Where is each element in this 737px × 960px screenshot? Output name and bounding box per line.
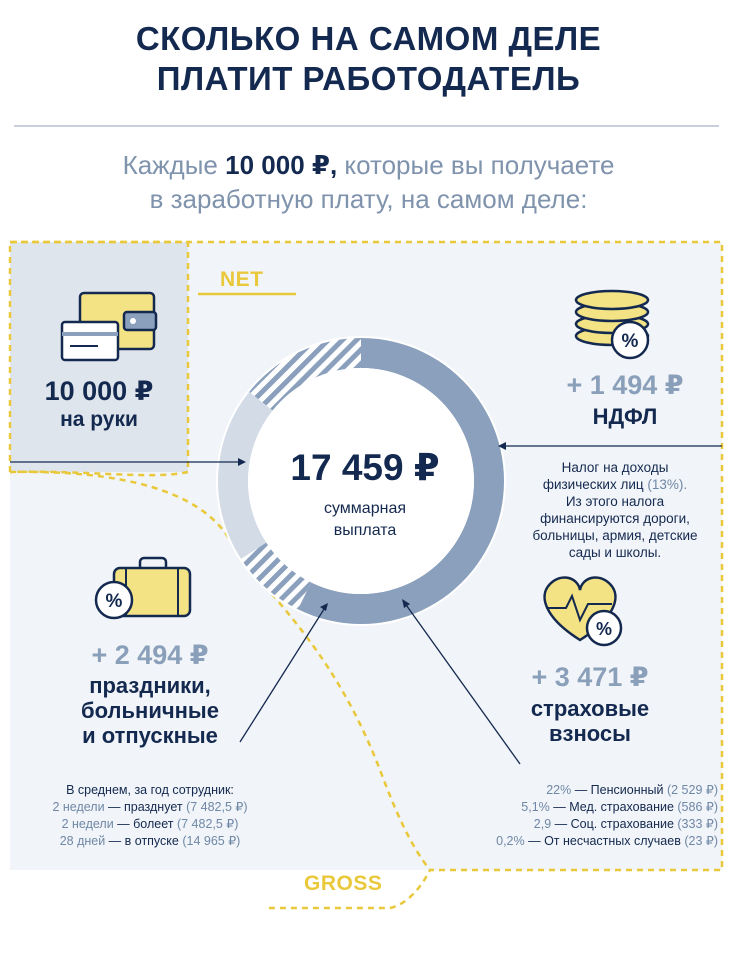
list-item (440, 833, 718, 850)
list-item-value: (7 482,5 ₽) (176, 817, 239, 831)
title-bold: НА САМОМ ДЕЛЕ (310, 20, 602, 57)
holidays-title-line: и отпускные (82, 723, 218, 748)
list-item-text: — болеет (113, 817, 177, 831)
list-item (12, 799, 288, 816)
suitcase-icon (96, 558, 190, 618)
svg-text:%: % (595, 619, 613, 639)
ndfl-note-line: сады и школы. (568, 545, 662, 560)
holidays-amount: + 2 494 ₽ (91, 640, 209, 670)
page-title-line-2: ПЛАТИТ РАБОТОДАТЕЛЬ (156, 60, 581, 97)
list-item-value: (2 529 ₽) (666, 783, 718, 797)
ndfl-note (515, 459, 715, 561)
total-caption-line-2: выплата (333, 522, 397, 539)
insurance-amount: + 3 471 ₽ (531, 662, 649, 692)
net-amount: 10 000 ₽ (44, 376, 154, 406)
wallet-icon (62, 293, 156, 360)
list-item-key: 5,1% (521, 800, 550, 814)
svg-text:%: % (621, 331, 639, 352)
list-item-text: — Соц. страхование (551, 817, 678, 831)
ndfl-rate: (13%). (647, 477, 688, 492)
holidays-title-line: праздники, (89, 673, 211, 698)
subtitle-line-2: в заработную плату, на самом деле: (149, 184, 588, 214)
ndfl-note-line: Из этого налога (565, 494, 665, 509)
list-item-value: (7 482,5 ₽) (186, 800, 248, 814)
list-item-text: — От несчастных случаев (524, 834, 685, 848)
list-item-value: (586 ₽) (677, 800, 718, 814)
insurance-title (480, 696, 700, 746)
insurance-breakdown (440, 782, 718, 850)
coins-icon (576, 291, 648, 358)
holidays-breakdown (12, 782, 288, 850)
list-item-text: — празднует (104, 800, 187, 814)
list-item-key: 22% (546, 783, 572, 797)
list-item-value: (23 ₽) (684, 834, 718, 848)
subtitle-after: которые вы получаете (344, 150, 615, 180)
list-item-key: 2 недели (52, 800, 105, 814)
ndfl-note-line: финансируются дороги, (540, 511, 690, 526)
ndfl-note-line (515, 476, 715, 493)
heart-pulse-icon (545, 577, 621, 645)
list-item-key: 0,2% (496, 834, 525, 848)
list-item (440, 799, 718, 816)
list-item-value: (14 965 ₽) (182, 834, 241, 848)
holidays-title (30, 673, 270, 748)
gross-label: GROSS (304, 872, 383, 895)
list-item-key: 2,9 (533, 817, 552, 831)
ndfl-amount: + 1 494 ₽ (566, 370, 684, 400)
holidays-title-line: больничные (81, 698, 219, 723)
list-item-text: — Мед. страхование (549, 800, 678, 814)
total-caption-line-1: суммарная (323, 500, 406, 517)
total-caption (250, 498, 480, 542)
list-item-key: 28 дней (59, 834, 106, 848)
list-item (12, 833, 288, 850)
total-amount: 17 459 ₽ (290, 447, 440, 488)
list-item (440, 782, 718, 799)
list-item-text: — Пенсионный (571, 783, 667, 797)
list-item-text: — в отпуске (105, 834, 183, 848)
ndfl-note-line: Налог на доходы (561, 460, 669, 475)
list-item-key: 2 недели (61, 817, 114, 831)
net-label: NET (220, 268, 264, 291)
list-item (440, 816, 718, 833)
insurance-title-line: страховые (530, 696, 650, 721)
insurance-title-line: взносы (549, 721, 631, 746)
list-item (12, 816, 288, 833)
ndfl-note-line: больницы, армия, детские (532, 528, 698, 543)
title-regular: СКОЛЬКО (135, 20, 301, 57)
svg-text:%: % (105, 591, 123, 612)
ndfl-title: НДФЛ (592, 404, 658, 429)
holidays-intro: В среднем, за год сотрудник: (66, 783, 234, 797)
net-description: на руки (60, 408, 138, 431)
subtitle-amount: 10 000 ₽, (225, 150, 338, 180)
subtitle-before: Каждые (122, 150, 218, 180)
ndfl-note-text: физических лиц (542, 477, 644, 492)
list-item-value: (333 ₽) (677, 817, 718, 831)
